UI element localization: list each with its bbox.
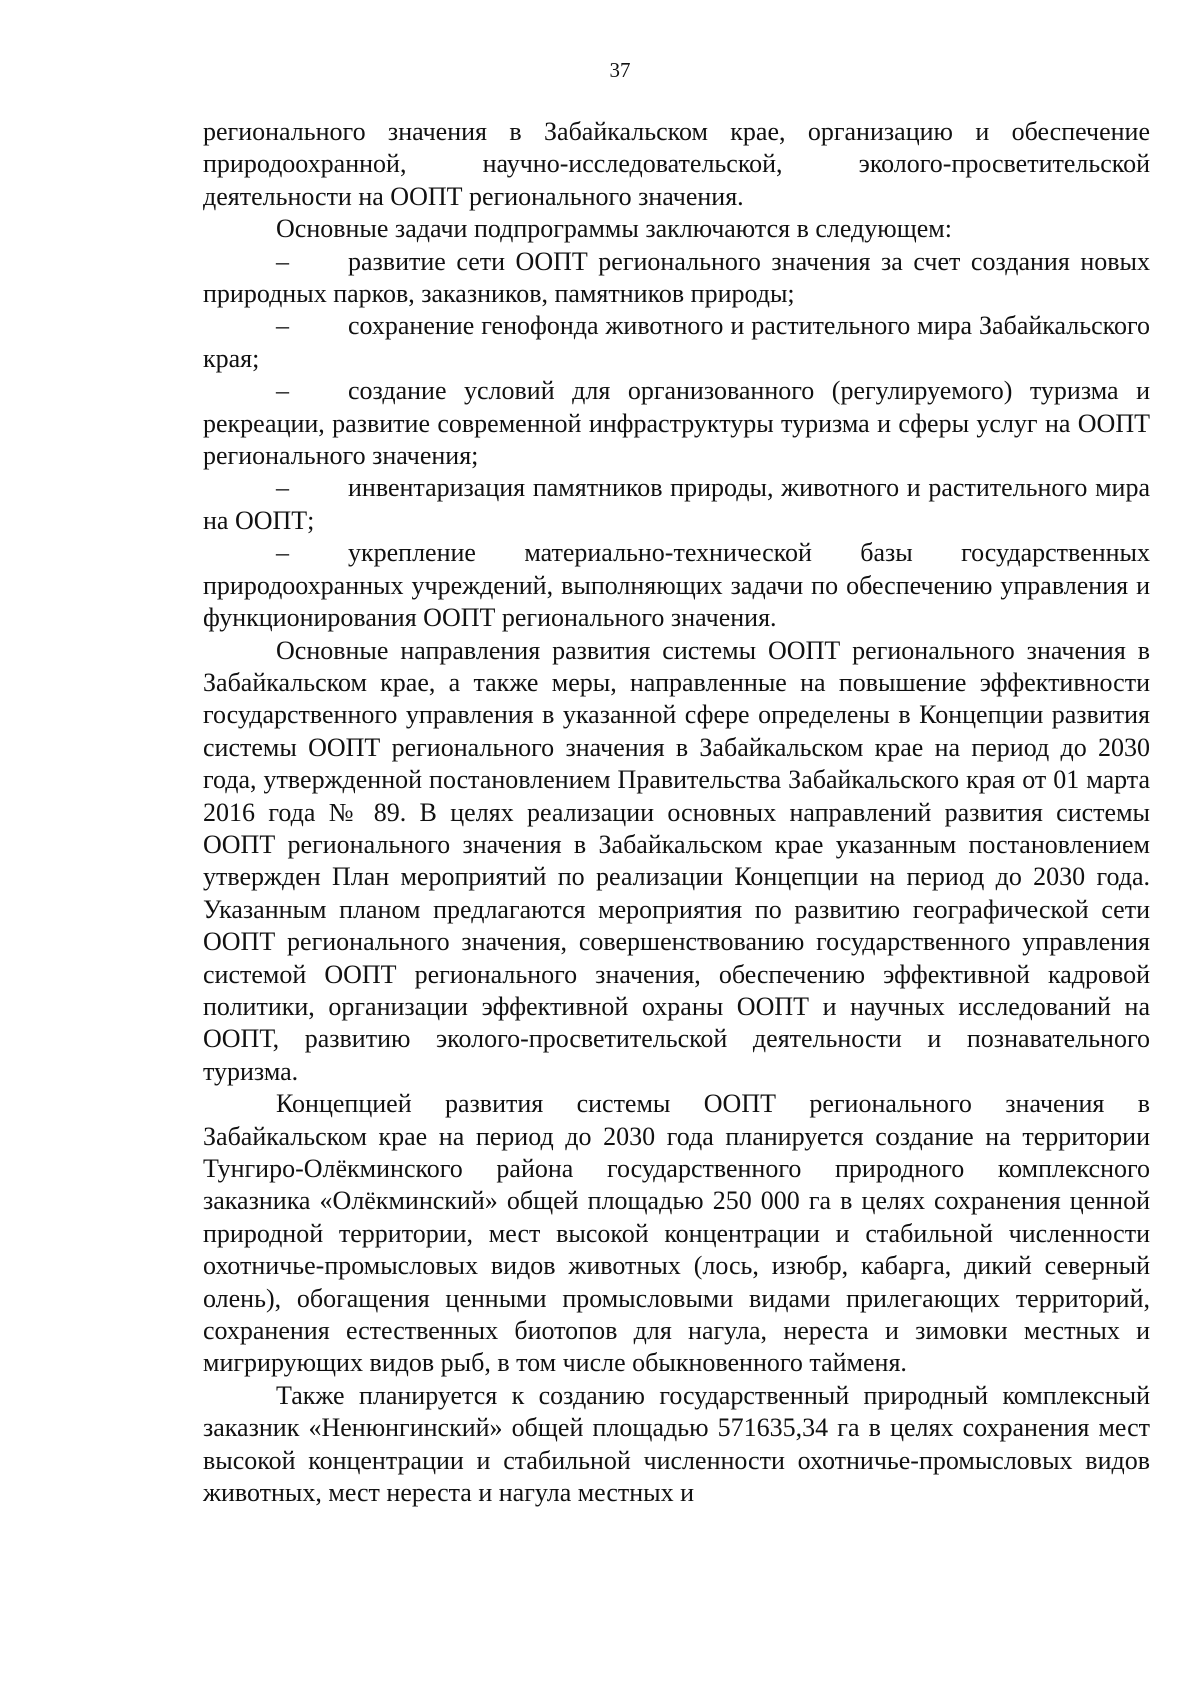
- task-list-item: [203, 375, 1150, 472]
- task-list-item: [203, 310, 1150, 375]
- task-list-item-text: развитие сети ООПТ регионального значения за счет создания новых природных парков, заказников, памятников природы;: [203, 246, 1150, 309]
- dash-marker: –: [276, 538, 289, 568]
- paragraph-continuation: регионального значения в Забайкальском крае, организацию и обеспечение природоохранной, научно-исследовательской, эколого-просветительской деятельности на ООПТ регионального значения.: [203, 117, 1150, 211]
- task-list-item: [203, 537, 1150, 634]
- task-list-item-text: создание условий для организованного (регулируемого) туризма и рекреации, развитие современной инфраструктуры туризма и сферы услуг на ООПТ регионального значения;: [203, 376, 1150, 471]
- task-list-item: [203, 472, 1150, 537]
- dash-marker: –: [276, 311, 289, 341]
- dash-marker: –: [276, 246, 289, 276]
- paragraph-olekminsky-reserve: Концепцией развития системы ООПТ регионального значения в Забайкальском крае на период до 2030 года планируется создание на территории Тунгиро-Олёкминского района государственного природного комплексного заказника «Олёкминский» общей площадью 250 000 га в целях сохранения ценной природной территории, мест высокой концентрации и стабильной численности охотничье-промысловых видов животных (лось, изюбр, кабарга, дикий северный олень), обогащения ценными промысловыми видами прилегающих территорий, сохранения естественных биотопов для нагула, нереста и зимовки местных и мигрирующих видов рыб, в том числе обыкновенного тайменя.: [203, 1089, 1150, 1378]
- paragraph-concept-directions: Основные направления развития системы ООПТ регионального значения в Забайкальском крае, а также меры, направленные на повышение эффективности государственного управления в указанной сфере определены в Концепции развития системы ООПТ регионального значения в Забайкальском крае на период до 2030 года, утвержденной постановлением Правительства Забайкальского края от 01 марта 2016 года № 89. В целях реализации основных направлений развития системы ООПТ регионального значения в Забайкальском крае указанным постановлением утвержден План мероприятий по реализации Концепции на период до 2030 года. Указанным планом предлагаются мероприятия по развитию географической сети ООПТ регионального значения, совершенствованию государственного управления системой ООПТ регионального значения, обеспечению эффективной кадровой политики, организации эффективной охраны ООПТ и научных исследований на ООПТ, развитию эколого-просветительской деятельности и познавательного туризма.: [203, 635, 1150, 1086]
- document-body: [203, 116, 1150, 1509]
- task-list-item-text: сохранение генофонда животного и растительного мира Забайкальского края;: [203, 311, 1150, 373]
- task-list-item: [203, 246, 1150, 311]
- paragraph-tasks-intro: Основные задачи подпрограммы заключаются в следующем:: [276, 214, 952, 244]
- dash-marker: –: [276, 376, 289, 406]
- dash-marker: –: [276, 473, 289, 503]
- paragraph-nenyunginsky-reserve: Также планируется к созданию государственный природный комплексный заказник «Ненюнгинский» общей площадью 571635,34 га в целях сохранения мест высокой концентрации и стабильной численности охотничье-промысловых видов животных, мест нереста и нагула местных и: [203, 1380, 1150, 1508]
- page-number: 37: [609, 58, 631, 82]
- task-list-item-text: укрепление материально-технической базы государственных природоохранных учреждений, выполняющих задачи по обеспечению управления и функционирования ООПТ регионального значения.: [203, 538, 1150, 633]
- task-list-item-text: инвентаризация памятников природы, животного и растительного мира на ООПТ;: [203, 473, 1150, 535]
